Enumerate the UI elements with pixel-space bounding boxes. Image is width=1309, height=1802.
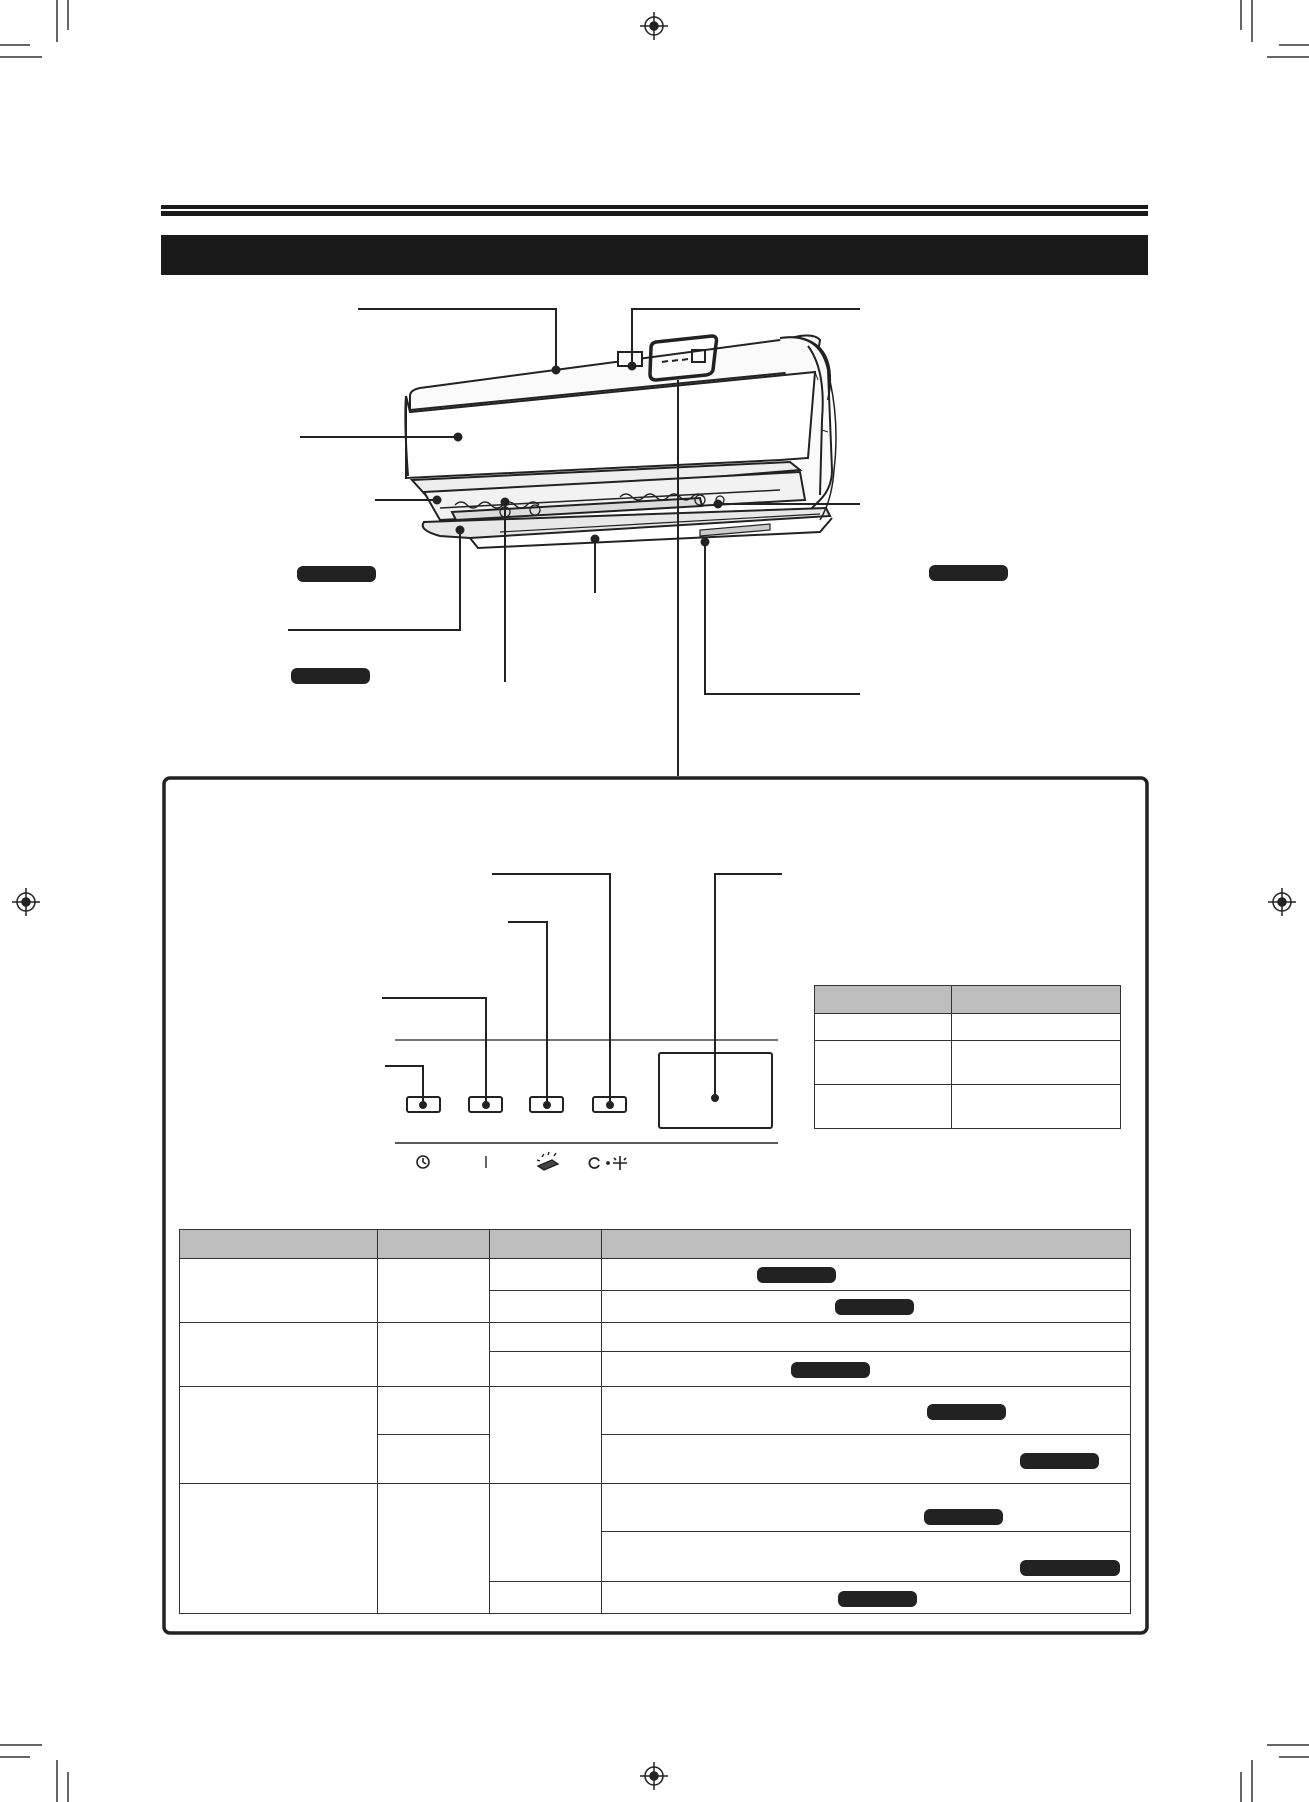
status-cell [490, 1352, 602, 1387]
status-header-cell [180, 1230, 378, 1259]
status-cell [602, 1352, 1131, 1387]
status-cell [378, 1323, 490, 1387]
reference-pill-1 [297, 566, 376, 582]
status-cell [602, 1323, 1131, 1352]
legend-cell [815, 1085, 952, 1129]
legend-header-cell [815, 986, 952, 1014]
reference-pill [791, 1362, 870, 1378]
status-cell [602, 1387, 1131, 1435]
status-cell [378, 1435, 490, 1484]
table-row [180, 1387, 1131, 1435]
reference-pill [835, 1299, 914, 1315]
registration-mark-top [640, 12, 668, 40]
registration-mark-bottom [640, 1762, 668, 1790]
status-header-cell [378, 1230, 490, 1259]
legend-row [815, 1041, 1121, 1085]
status-cell [602, 1291, 1131, 1323]
status-cell [602, 1259, 1131, 1291]
status-cell [180, 1259, 378, 1323]
status-cell [602, 1532, 1131, 1582]
legend-cell [952, 1014, 1121, 1041]
legend-row [815, 1085, 1121, 1129]
legend-cell [815, 1041, 952, 1085]
indoor-unit [405, 336, 836, 549]
legend-header-row [815, 986, 1121, 1014]
table-row [180, 1323, 1131, 1352]
table-row [180, 1259, 1131, 1291]
status-cell [180, 1323, 378, 1387]
reference-pill [1020, 1453, 1099, 1469]
status-cell [378, 1484, 490, 1614]
status-cell [602, 1484, 1131, 1532]
reference-pill [757, 1267, 836, 1283]
indicator-panel [382, 874, 782, 1143]
registration-mark-right [1268, 888, 1296, 916]
legend-cell [952, 1085, 1121, 1129]
status-cell [602, 1582, 1131, 1614]
legend-header-cell [952, 986, 1121, 1014]
plasmacluster-icon [537, 1152, 558, 1170]
reference-pill [838, 1591, 917, 1607]
reference-pill [1020, 1560, 1120, 1576]
status-header-cell [490, 1230, 602, 1259]
self-clean-icon [589, 1156, 627, 1170]
status-cell [378, 1259, 490, 1323]
table-row [180, 1484, 1131, 1532]
reference-pill-2 [291, 668, 370, 684]
legend-cell [815, 1014, 952, 1041]
status-cell [180, 1484, 378, 1614]
status-cell [490, 1291, 602, 1323]
status-table [179, 1229, 1131, 1614]
status-cell [490, 1323, 602, 1352]
timer-icon [417, 1156, 429, 1168]
registration-mark-left [12, 888, 40, 916]
status-cell [490, 1582, 602, 1614]
legend-cell [952, 1041, 1121, 1085]
status-cell [602, 1435, 1131, 1484]
status-header-row [180, 1230, 1131, 1259]
status-cell [490, 1484, 602, 1582]
status-cell [180, 1387, 378, 1484]
reference-pill [927, 1404, 1006, 1420]
reference-pill [924, 1509, 1003, 1525]
reference-pill-3 [929, 565, 1008, 581]
legend-row [815, 1014, 1121, 1041]
status-header-cell [602, 1230, 1131, 1259]
status-cell [490, 1387, 602, 1484]
status-cell [490, 1259, 602, 1291]
legend-table [814, 985, 1121, 1129]
status-cell [378, 1387, 490, 1435]
